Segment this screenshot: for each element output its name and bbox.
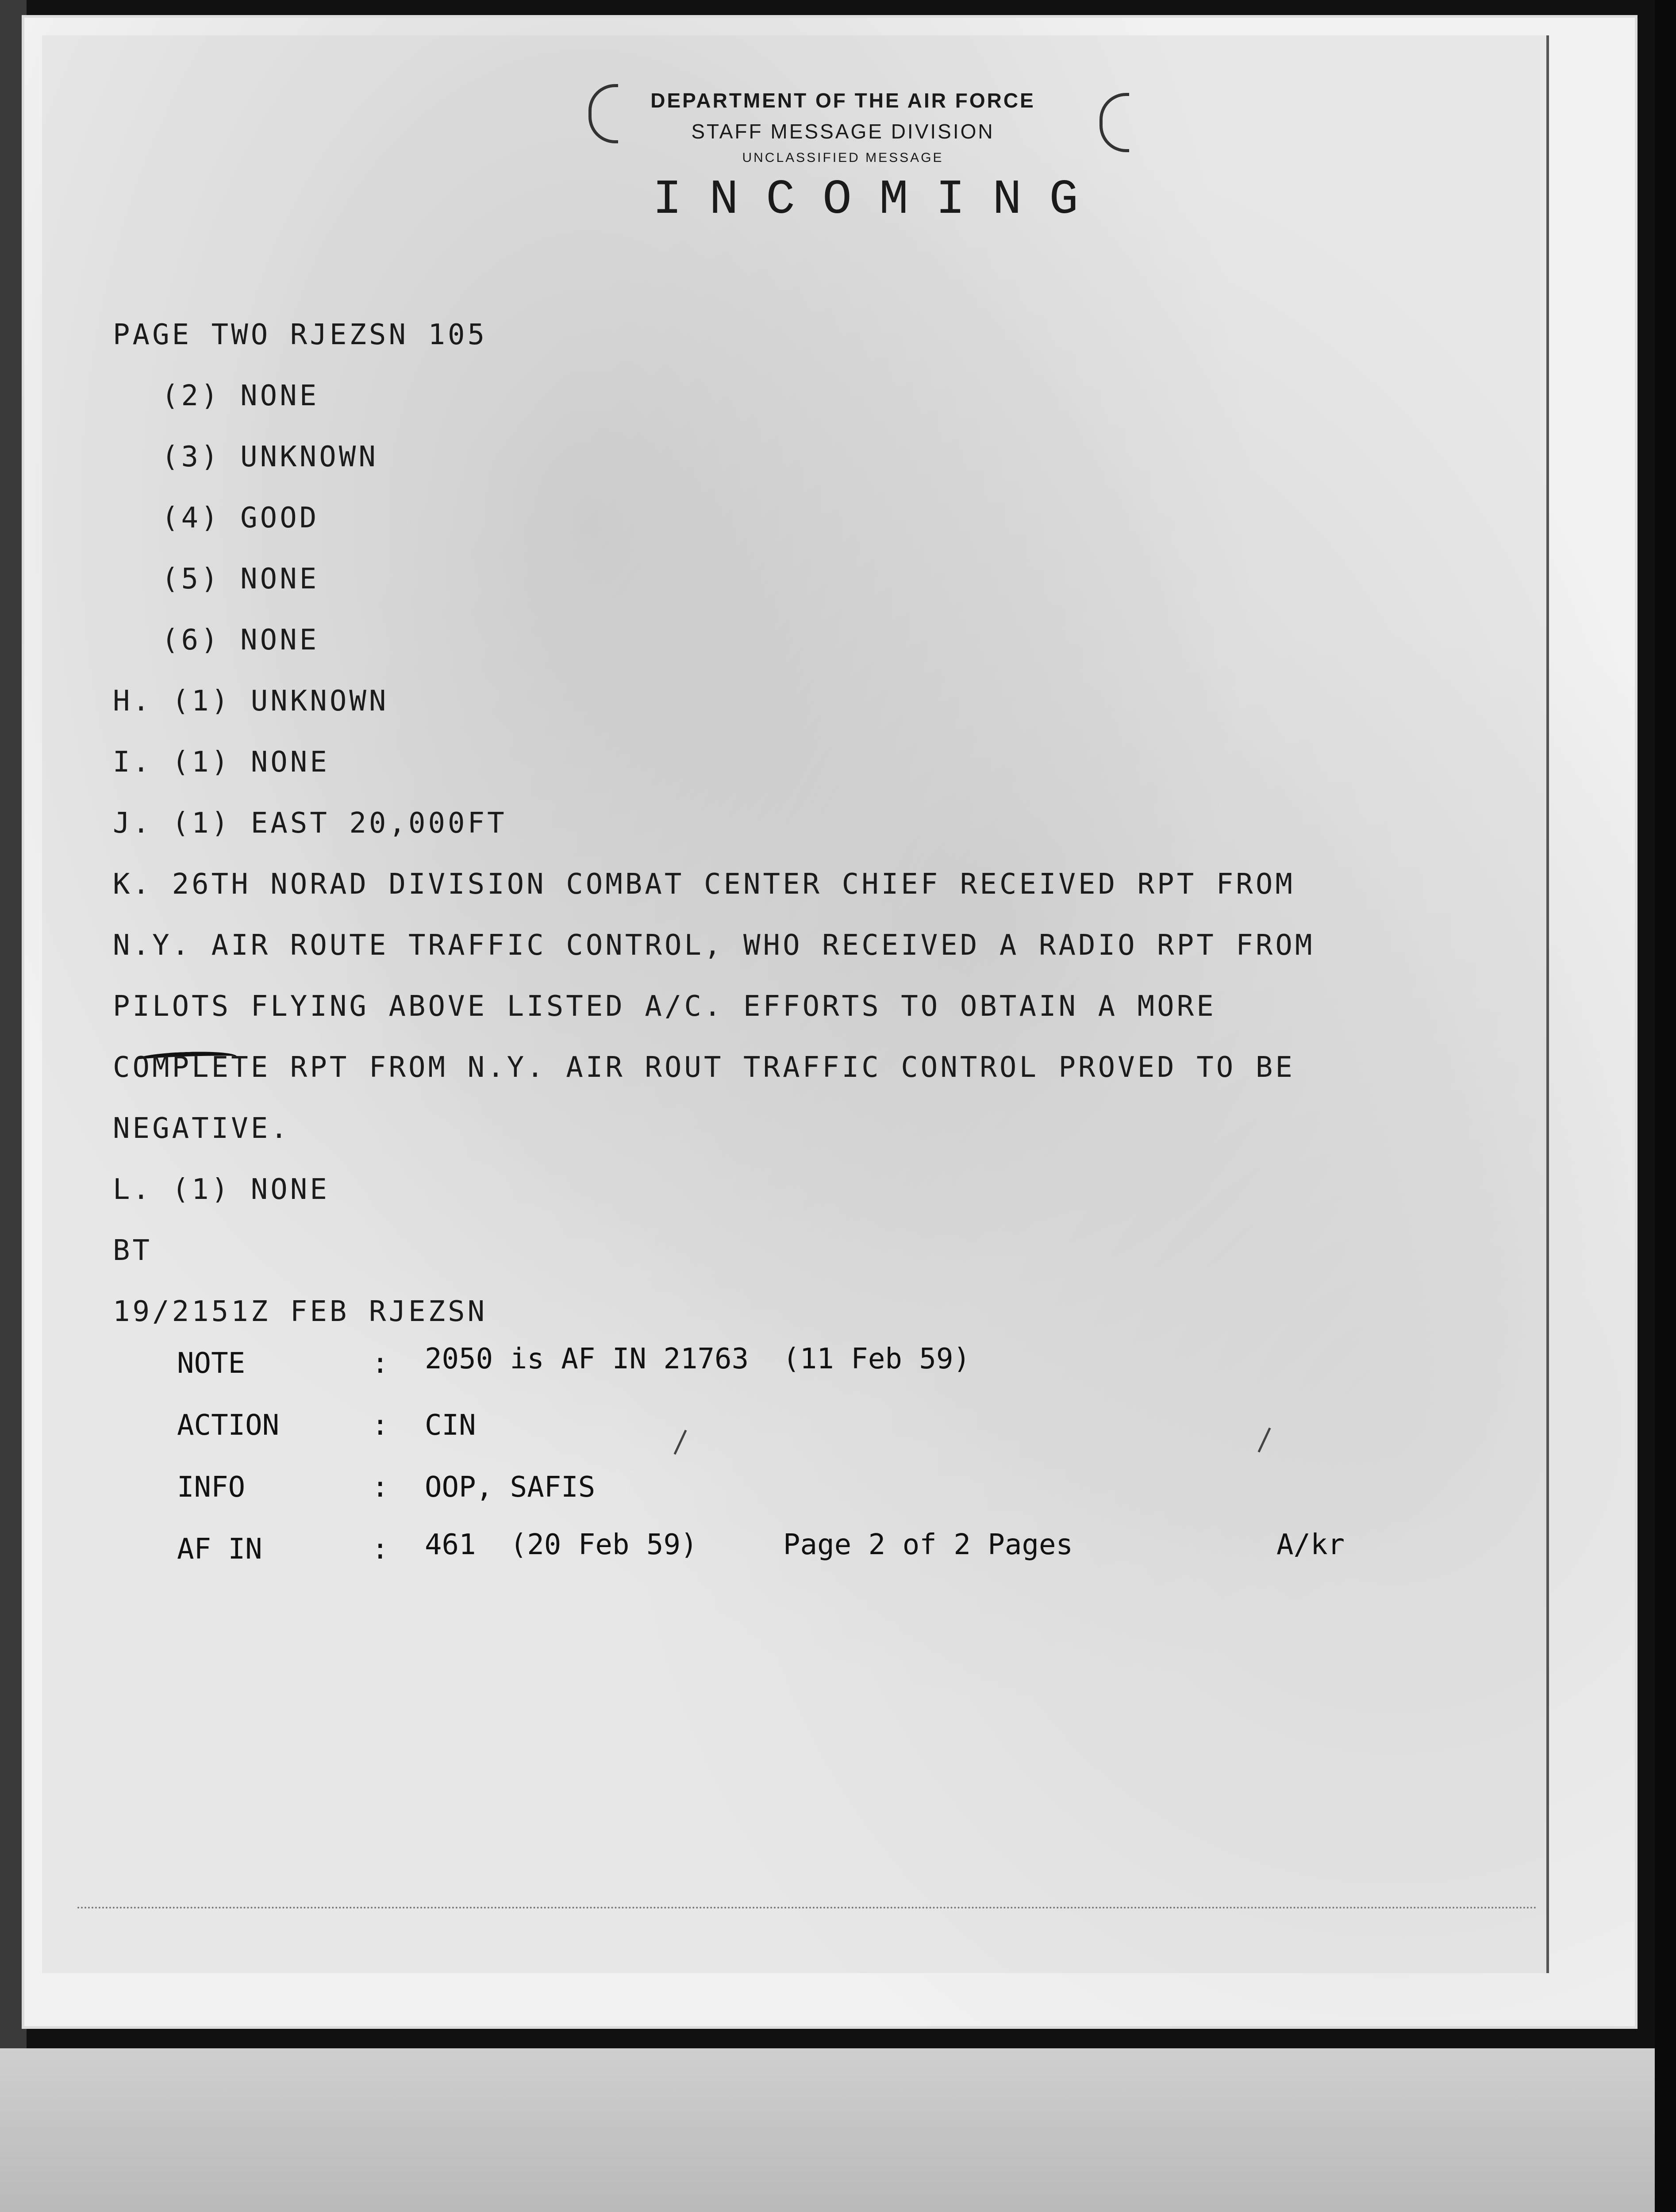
lettered-line: H. (1) UNKNOWN bbox=[113, 685, 389, 718]
header-department: DEPARTMENT OF THE AIR FORCE bbox=[650, 89, 1035, 112]
backing-sheet bbox=[0, 2048, 1655, 2212]
header-division: STAFF MESSAGE DIVISION bbox=[691, 120, 995, 143]
lettered-line: N.Y. AIR ROUTE TRAFFIC CONTROL, WHO RECEIVED A RADIO RPT FROM bbox=[113, 929, 1315, 962]
colon: : bbox=[372, 1533, 389, 1566]
note-value: 2050 is AF IN 21763 (11 Feb 59) bbox=[425, 1343, 970, 1375]
dtg-line: 19/2151Z FEB RJEZSN bbox=[113, 1295, 488, 1328]
item-line: (6) NONE bbox=[161, 624, 319, 657]
header-classification: UNCLASSIFIED MESSAGE bbox=[742, 150, 944, 165]
item-line: (2) NONE bbox=[161, 380, 319, 412]
document-page bbox=[24, 18, 1635, 2026]
page-line: PAGE TWO RJEZSN 105 bbox=[113, 319, 488, 351]
header-incoming: INCOMING bbox=[653, 173, 1106, 228]
colon: : bbox=[372, 1409, 389, 1442]
lettered-line: J. (1) EAST 20,000FT bbox=[113, 807, 507, 840]
film-edge-left bbox=[0, 0, 27, 2212]
film-edge-right bbox=[1655, 0, 1676, 2212]
typist-initials: A/kr bbox=[1276, 1528, 1345, 1561]
colon: : bbox=[372, 1471, 389, 1504]
info-label: INFO bbox=[177, 1471, 246, 1504]
action-value: CIN bbox=[425, 1409, 476, 1442]
lettered-line: PILOTS FLYING ABOVE LISTED A/C. EFFORTS TO OBTAIN A MORE bbox=[113, 990, 1216, 1023]
lettered-line: I. (1) NONE bbox=[113, 746, 330, 779]
break-line: BT bbox=[113, 1234, 153, 1267]
afin-value: 461 (20 Feb 59) bbox=[425, 1528, 698, 1561]
page-count: Page 2 of 2 Pages bbox=[783, 1528, 1073, 1561]
item-line: (3) UNKNOWN bbox=[161, 441, 378, 473]
afin-label: AF IN bbox=[177, 1533, 262, 1566]
item-line: (4) GOOD bbox=[161, 502, 319, 534]
lettered-line: L. (1) NONE bbox=[113, 1173, 330, 1206]
lettered-line: K. 26TH NORAD DIVISION COMBAT CENTER CHIEF RECEIVED RPT FROM bbox=[113, 868, 1295, 901]
scan-noise-line bbox=[77, 1907, 1538, 1909]
colon: : bbox=[372, 1347, 389, 1380]
note-label: NOTE bbox=[177, 1347, 246, 1380]
item-line: (5) NONE bbox=[161, 563, 319, 595]
lettered-line: COMPLETE RPT FROM N.Y. AIR ROUT TRAFFIC CONTROL PROVED TO BE bbox=[113, 1051, 1295, 1084]
info-value: OOP, SAFIS bbox=[425, 1471, 596, 1504]
lettered-line: NEGATIVE. bbox=[113, 1112, 290, 1145]
action-label: ACTION bbox=[177, 1409, 280, 1442]
